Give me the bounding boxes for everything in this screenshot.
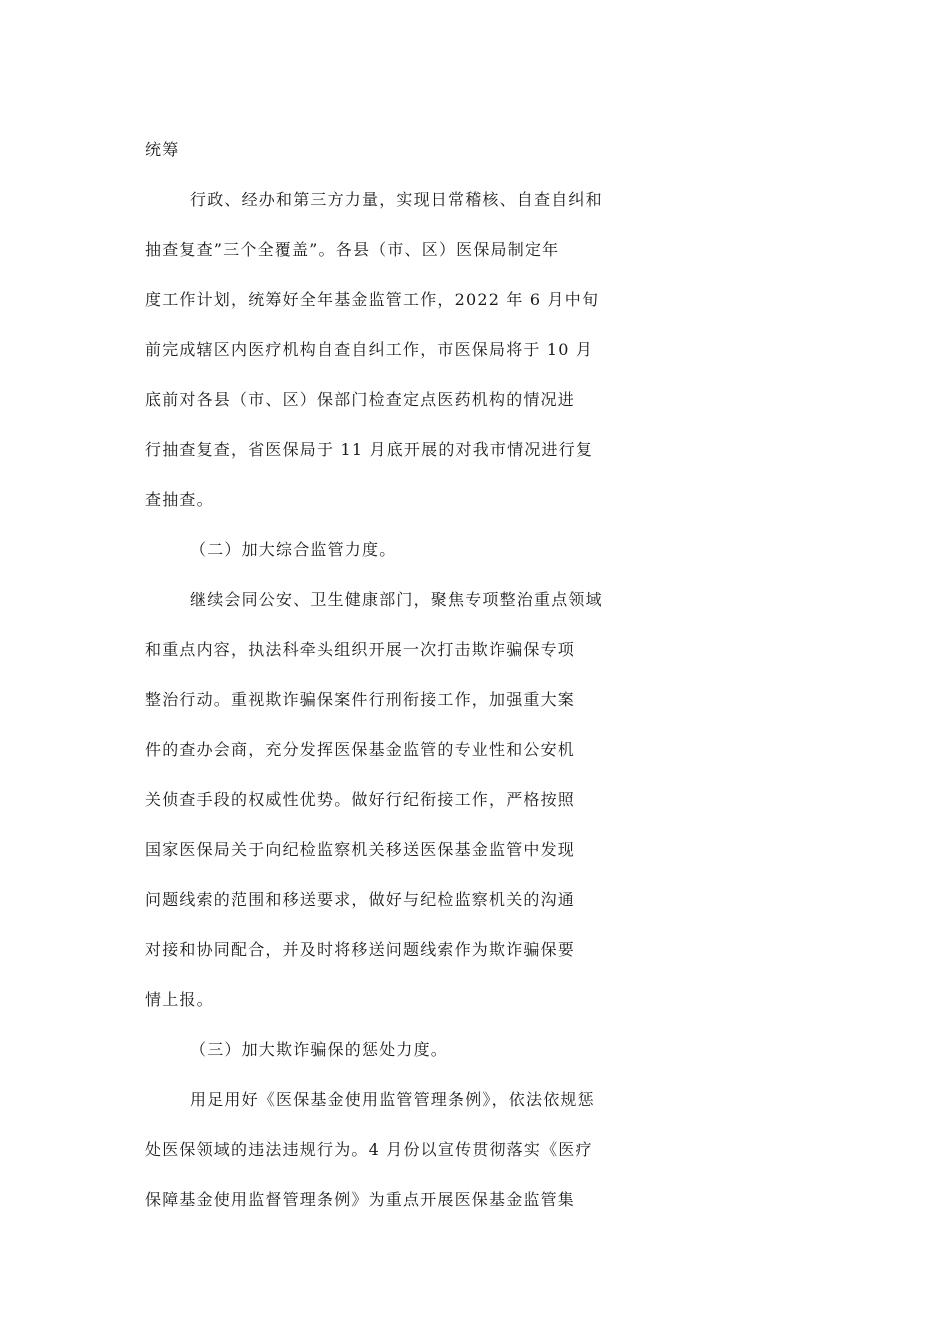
text-line: 整治行动。重视欺诈骗保案件行刑衔接工作，加强重大案 bbox=[145, 690, 576, 709]
text-line: 问题线索的范围和移送要求，做好与纪检监察机关的沟通 bbox=[145, 890, 576, 909]
text-line: 对接和协同配合，并及时将移送问题线索作为欺诈骗保要 bbox=[145, 940, 576, 959]
paragraph-start: 继续会同公安、卫生健康部门，聚焦专项整治重点领域 bbox=[190, 590, 603, 609]
paragraph-start: 行政、经办和第三方力量，实现日常稽核、自查自纠和 bbox=[190, 190, 603, 209]
text-line: 度工作计划，统筹好全年基金监管工作，2022 年 6 月中旬 bbox=[145, 290, 600, 309]
text-line: 抽查复查”三个全覆盖”。各县（市、区）医保局制定年 bbox=[145, 240, 560, 259]
text-line: 底前对各县（市、区）保部门检查定点医药机构的情况进 bbox=[145, 390, 576, 409]
text-line: 前完成辖区内医疗机构自查自纠工作，市医保局将于 10 月 bbox=[145, 340, 594, 359]
text-line: 件的查办会商，充分发挥医保基金监管的专业性和公安机 bbox=[145, 740, 576, 759]
text-line: 和重点内容，执法科牵头组织开展一次打击欺诈骗保专项 bbox=[145, 640, 576, 659]
text-line: 处医保领域的违法违规行为。4 月份以宣传贯彻落实《医疗 bbox=[145, 1140, 593, 1159]
text-line: 国家医保局关于向纪检监察机关移送医保基金监管中发现 bbox=[145, 840, 576, 859]
section-heading-3: （三）加大欺诈骗保的惩处力度。 bbox=[190, 1040, 449, 1059]
text-line: 保障基金使用监督管理条例》为重点开展医保基金监管集 bbox=[145, 1190, 576, 1209]
text-line: 行抽查复查，省医保局于 11 月底开展的对我市情况进行复 bbox=[145, 440, 594, 459]
paragraph-start: 用足用好《医保基金使用监管管理条例》，依法依规惩 bbox=[190, 1090, 595, 1109]
text-line: 情上报。 bbox=[145, 990, 214, 1009]
text-line: 关侦查手段的权威性优势。做好行纪衔接工作，严格按照 bbox=[145, 790, 576, 809]
text-line: 查抽查。 bbox=[145, 490, 214, 509]
text-line: 统筹 bbox=[145, 140, 180, 159]
section-heading-2: （二）加大综合监管力度。 bbox=[190, 540, 397, 559]
